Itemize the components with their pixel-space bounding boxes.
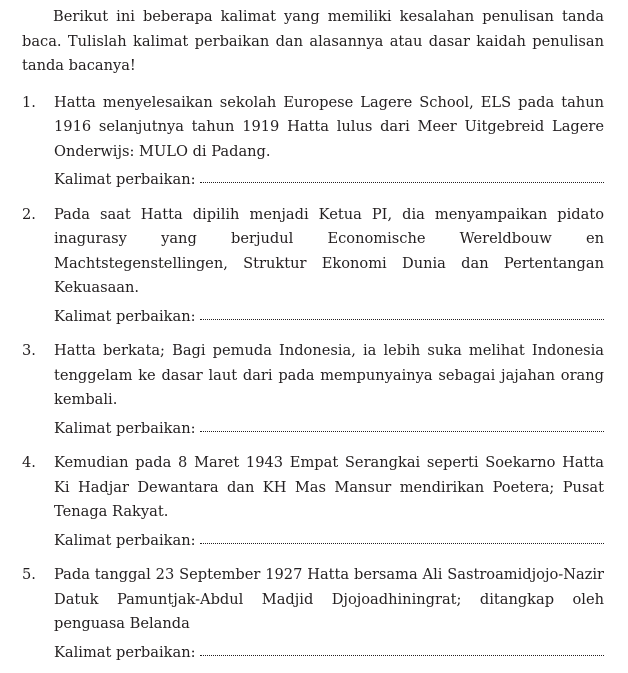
answer-dotted-line[interactable] [200,641,604,656]
instruction-paragraph: Berikut ini beberapa kalimat yang memiliki kesalahan penulisan tanda baca. Tulislah kalimat perbaikan dan alasannya atau dasar kaidah penulisan tanda bacanya! [22,8,604,74]
answer-label: Kalimat perbaikan: [54,531,196,549]
answer-label: Kalimat perbaikan: [54,643,196,661]
answer-dotted-line[interactable] [200,168,604,183]
item-sentence: Hatta berkata; Bagi pemuda Indonesia, ia lebih suka melihat Indonesia tenggelam ke dasar laut dari pada mempunyainya sebagai jajahan orang kembali. [54,342,604,408]
answer-row [54,417,604,442]
item-number: 3. [22,342,36,359]
item-sentence: Hatta menyelesaikan sekolah Europese Lagere School, ELS pada tahun 1916 selanjutnya tahun 1919 Hatta lulus dari Meer Uitgebreid Lagere Onderwijs: MULO di Padang. [54,93,604,160]
answer-dotted-line[interactable] [200,417,604,432]
answer-row [54,305,604,330]
exercise-list [22,91,604,666]
answer-label: Kalimat perbaikan: [54,419,196,437]
answer-row [54,641,604,666]
answer-label: Kalimat perbaikan: [54,171,196,188]
item-sentence: Kemudian pada 8 Maret 1943 Empat Serangkai seperti Soekarno Hatta Ki Hadjar Dewantara dan KH Mas Mansur mendirikan Poetera; Pusat Tenaga Rakyat. [54,454,604,520]
item-sentence: Pada saat Hatta dipilih menjadi Ketua PI, dia menyampaikan pidato inagurasy yang berjudul Economische Wereldbouw en Machtstegenstellingen, Struktur Ekonomi Dunia dan Pertentangan Kekuasaan. [54,205,604,296]
exercise-item-3 [22,339,604,441]
exercise-item-1 [22,91,604,193]
exercise-item-5 [22,563,604,665]
item-number: 2. [22,205,36,223]
exercise-item-4 [22,451,604,553]
item-number: 1. [22,93,36,111]
answer-dotted-line[interactable] [200,529,604,544]
item-sentence: Pada tanggal 23 September 1927 Hatta bersama Ali Sastroamidjojo-Nazir Datuk Pamuntjak-Abdul Madjid Djojoadhiningrat; ditangkap oleh penguasa Belanda [54,566,604,632]
item-number: 4. [22,454,36,471]
answer-row [54,529,604,554]
exercise-item-2 [22,203,604,330]
answer-dotted-line[interactable] [200,305,604,320]
answer-row [54,168,604,193]
item-number: 5. [22,566,36,583]
answer-label: Kalimat perbaikan: [54,307,196,325]
